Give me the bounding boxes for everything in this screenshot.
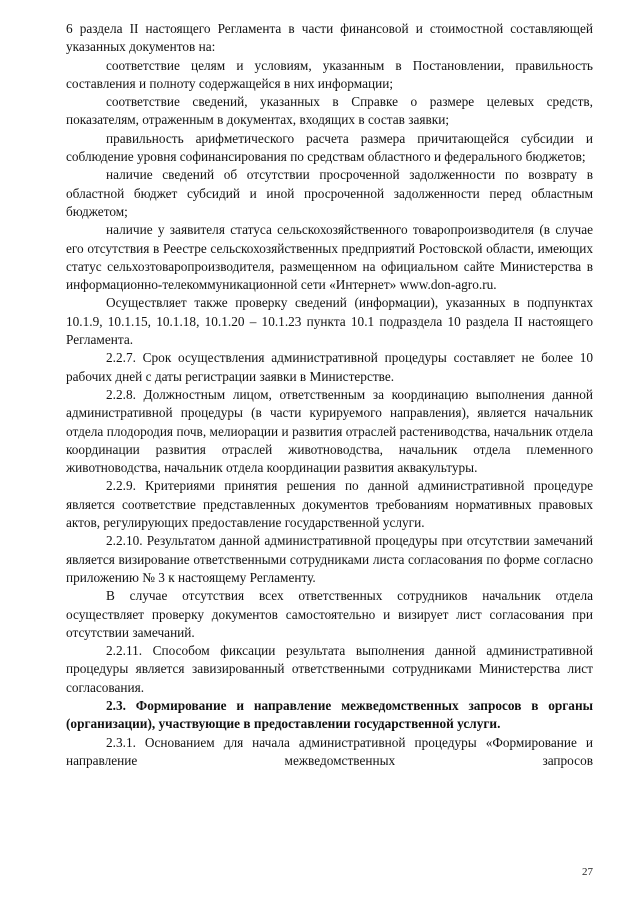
paragraph: наличие сведений об отсутствии просроченной задолженности по возврату в областной бюджет субсидий и иной просроченной задолженности перед областным бюджетом; — [66, 167, 593, 219]
paragraph: 2.3. Формирование и направление межведомственных запросов в органы (организации), участвующие в предоставлении государственной услуги. — [66, 697, 593, 732]
paragraph: 6 раздела II настоящего Регламента в части финансовой и стоимостной составляющей указанных документов на: — [66, 21, 593, 55]
paragraph: 2.2.8. Должностным лицом, ответственным за координацию выполнения данной административной процедуры (в части курируемого направления), является начальник отдела плодородия почв, мелиорации и развития отраслей растениводства, начальник отдела координации развития отраслей животноводства, начальник отдела племенного животноводства, начальник отдела координации развития аквакультуры. — [66, 386, 593, 476]
paragraph: В случае отсутствия всех ответственных сотрудников начальник отдела осуществляет проверку документов самостоятельно и визирует лист согласования при отсутствии замечаний. — [66, 588, 593, 640]
paragraph: соответствие целям и условиям, указанным в Постановлении, правильность составления и полноту содержащейся в них информации; — [66, 57, 593, 91]
document-page — [66, 20, 593, 770]
paragraph: соответствие сведений, указанных в Справке о размере целевых средств, показателям, отраженным в документах, входящих в состав заявки; — [66, 94, 593, 128]
paragraph: 2.2.9. Критериями принятия решения по данной административной процедуре является соответствие представленных документов требованиям нормативных правовых актов, регулирующих предоставление государственной услуги. — [66, 478, 593, 531]
paragraph: Осуществляет также проверку сведений (информации), указанных в подпунктах 10.1.9, 10.1.15, 10.1.18, 10.1.20 – 10.1.23 пункта 10.1 подраздела 10 раздела II настоящего Регламента. — [66, 295, 593, 348]
paragraph: наличие у заявителя статуса сельскохозяйственного товаропроизводителя (в случае его отсутствия в Реестре сельскохозяйственных предприятий Ростовской области, имеющих статус сельхозтоваропроизводителя, размещенном на официальном сайте Министерства в информационно-телекоммуникационной сети «Интернет» www.don-agro.ru. — [66, 222, 593, 293]
paragraph: 2.2.11. Способом фиксации результата выполнения данной административной процедуры является завизированный ответственными сотрудниками Министерства лист согласования. — [66, 643, 593, 695]
paragraph: 2.2.7. Срок осуществления административной процедуры составляет не более 10 рабочих дней с даты регистрации заявки в Министерстве. — [66, 350, 593, 384]
paragraph: 2.3.1. Основанием для начала административной процедуры «Формирование и направление межведомственных запросов — [66, 734, 593, 768]
paragraph: 2.2.10. Результатом данной административной процедуры при отсутствии замечаний является визирование ответственными сотрудниками листа согласования по форме согласно приложению № 3 к настоящему Регламенту. — [66, 533, 593, 585]
page-number: 27 — [582, 866, 593, 878]
paragraph: правильность арифметического расчета размера причитающейся субсидии и соблюдение уровня софинансирования по средствам областного и федерального бюджетов; — [66, 130, 593, 165]
